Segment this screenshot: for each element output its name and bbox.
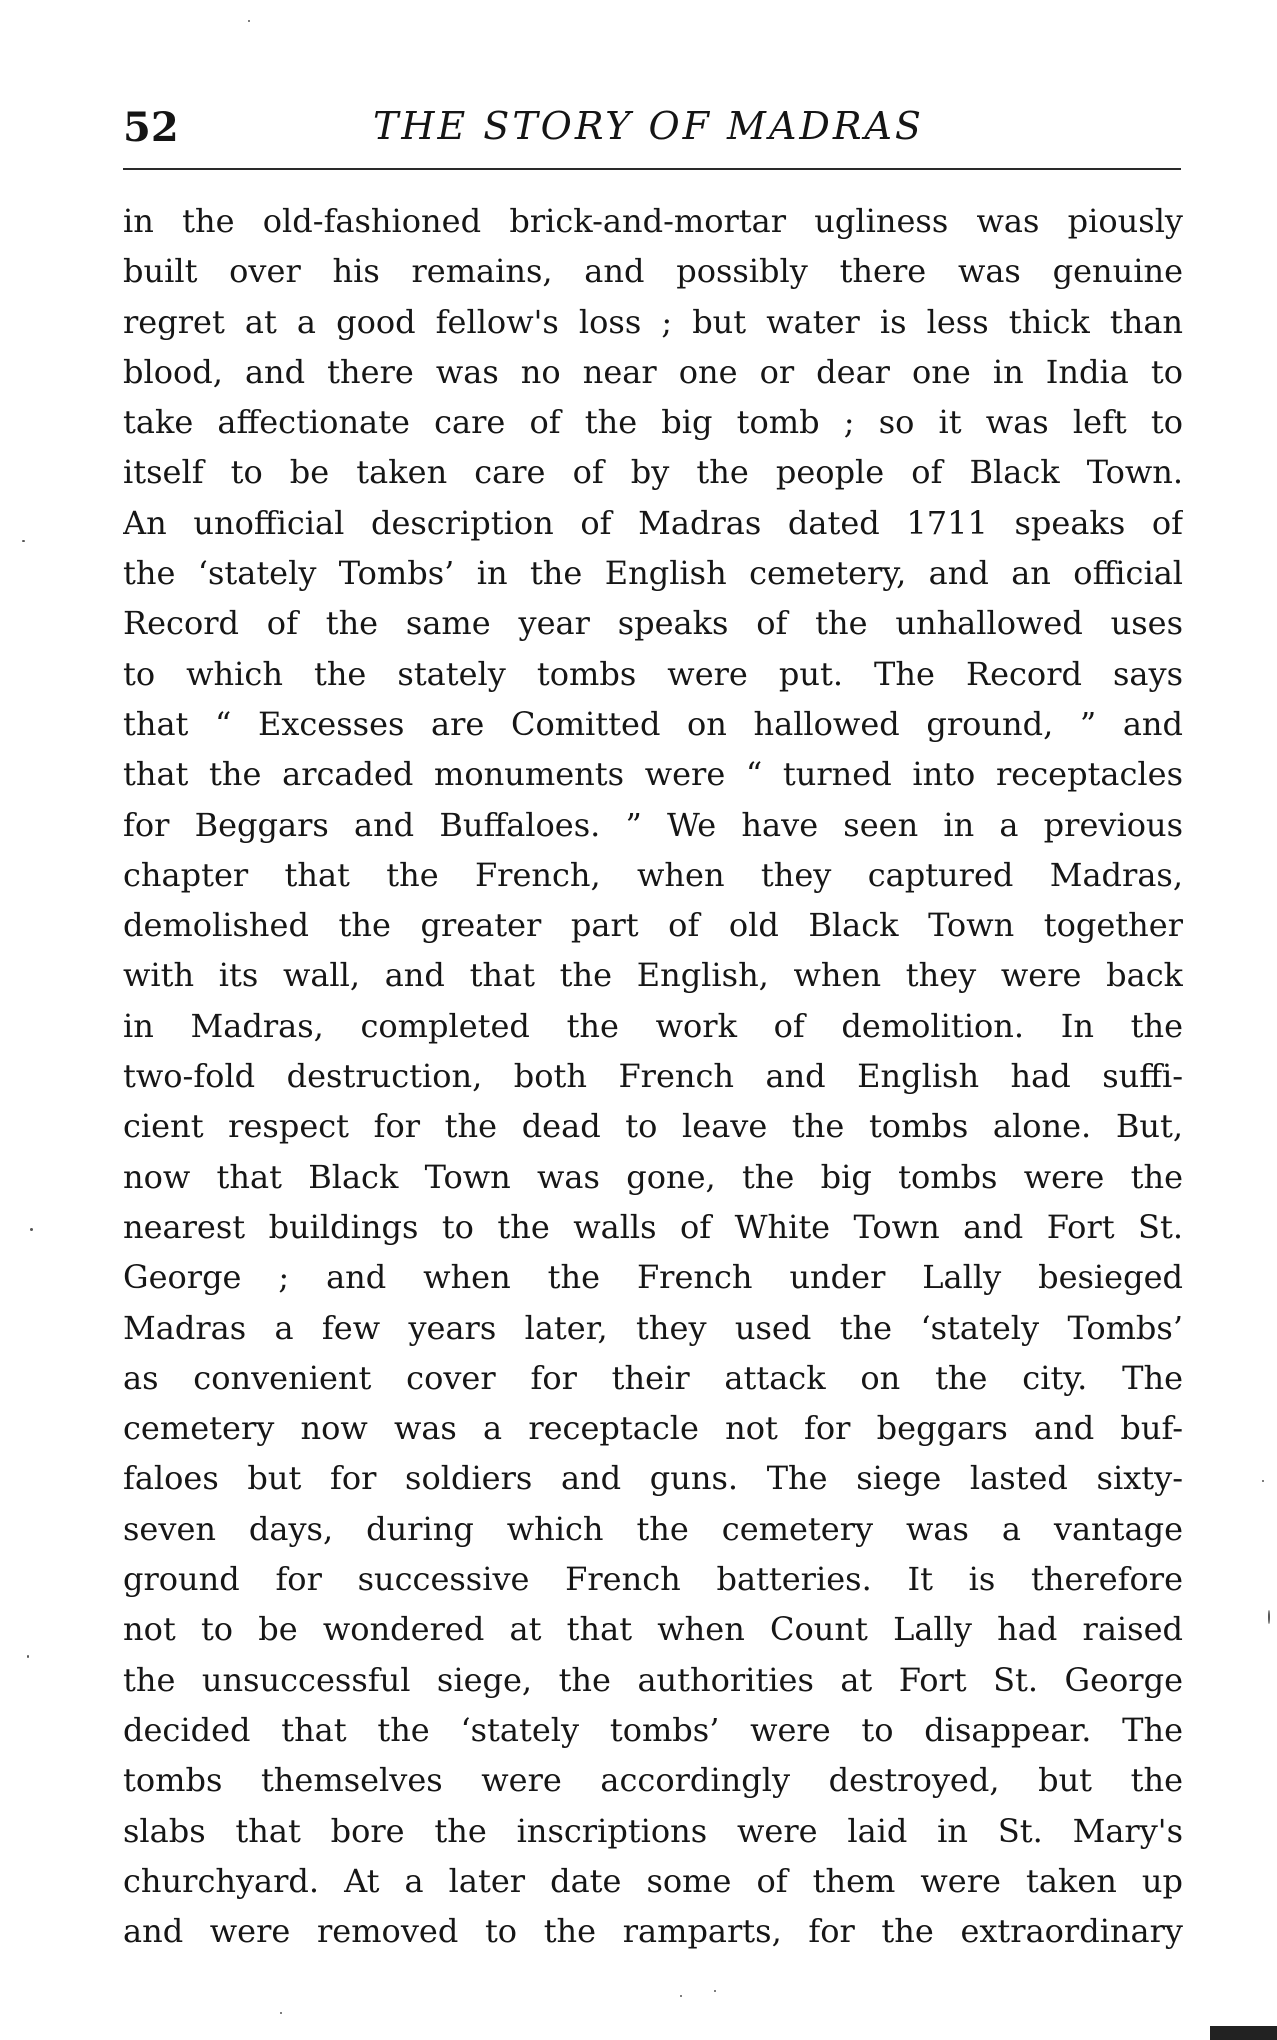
- text-line: faloes but for soldiers and guns. The siege lasted sixty-: [123, 1459, 1183, 1498]
- text-line: Madras a few years later, they used the ‘stately Tombs’: [123, 1308, 1183, 1347]
- text-line: two-fold destruction, both French and English had suffi-: [123, 1057, 1183, 1096]
- text-line: cient respect for the dead to leave the tombs alone. But,: [123, 1107, 1183, 1146]
- text-line: now that Black Town was gone, the big tombs were the: [123, 1157, 1183, 1196]
- text-line: tombs themselves were accordingly destroyed, but the: [123, 1761, 1183, 1800]
- scan-speck: [714, 1990, 716, 1992]
- text-line: as convenient cover for their attack on the city. The: [123, 1358, 1183, 1397]
- text-line: decided that the ‘stately tombs’ were to disappear. The: [123, 1710, 1183, 1749]
- scan-speck: [1262, 1480, 1264, 1482]
- page-header: [123, 104, 1183, 164]
- running-title: THE STORY OF MADRAS: [373, 104, 924, 148]
- text-line: nearest buildings to the walls of White Town and Fort St.: [123, 1207, 1183, 1246]
- text-line: to which the stately tombs were put. The Record says: [123, 654, 1183, 693]
- text-line: not to be wondered at that when Count Lally had raised: [123, 1610, 1183, 1649]
- text-line: churchyard. At a later date some of them were taken up: [123, 1861, 1183, 1900]
- text-line: chapter that the French, when they captured Madras,: [123, 855, 1183, 894]
- text-line: An unofficial description of Madras dated 1711 speaks of: [123, 503, 1183, 542]
- text-line: the unsuccessful siege, the authorities at Fort St. George: [123, 1660, 1183, 1699]
- text-line: ground for successive French batteries. It is therefore: [123, 1560, 1183, 1599]
- scan-speck: [248, 20, 250, 22]
- scan-speck: [30, 1228, 33, 1231]
- text-line: demolished the greater part of old Black Town together: [123, 906, 1183, 945]
- body-text: [123, 196, 1183, 1956]
- text-line: George ; and when the French under Lally besieged: [123, 1258, 1183, 1297]
- page-number: 52: [123, 104, 179, 151]
- text-line: built over his remains, and possibly there was genuine: [123, 252, 1183, 291]
- text-line: seven days, during which the cemetery was a vantage: [123, 1509, 1183, 1548]
- text-line: that the arcaded monuments were “ turned into receptacles: [123, 755, 1183, 794]
- scan-speck: [680, 1995, 682, 1997]
- text-line: take affectionate care of the big tomb ; so it was left to: [123, 403, 1183, 442]
- text-line: in Madras, completed the work of demolition. In the: [123, 1006, 1183, 1045]
- text-line: blood, and there was no near one or dear one in India to: [123, 352, 1183, 391]
- scan-speck: [1268, 1610, 1270, 1624]
- text-line: the ‘stately Tombs’ in the English cemetery, and an official: [123, 554, 1183, 593]
- text-line: Record of the same year speaks of the unhallowed uses: [123, 604, 1183, 643]
- text-line: itself to be taken care of by the people of Black Town.: [123, 453, 1183, 492]
- text-line: regret at a good fellow's loss ; but water is less thick than: [123, 302, 1183, 341]
- text-line: that “ Excesses are Comitted on hallowed ground, ” and: [123, 704, 1183, 743]
- text-line: for Beggars and Buffaloes. ” We have seen in a previous: [123, 805, 1183, 844]
- header-rule: [123, 168, 1181, 170]
- scan-speck: [27, 1655, 29, 1658]
- scan-speck: [22, 540, 25, 542]
- text-line: cemetery now was a receptacle not for beggars and buf-: [123, 1409, 1183, 1448]
- text-line: in the old-fashioned brick-and-mortar ugliness was piously: [123, 202, 1183, 240]
- text-line: with its wall, and that the English, when they were back: [123, 956, 1183, 995]
- text-line: slabs that bore the inscriptions were laid in St. Mary's: [123, 1811, 1183, 1850]
- text-line: and were removed to the ramparts, for the extraordinary: [123, 1912, 1183, 1951]
- scan-speck: [280, 2012, 282, 2014]
- scan-edge-mark: [1210, 2026, 1277, 2040]
